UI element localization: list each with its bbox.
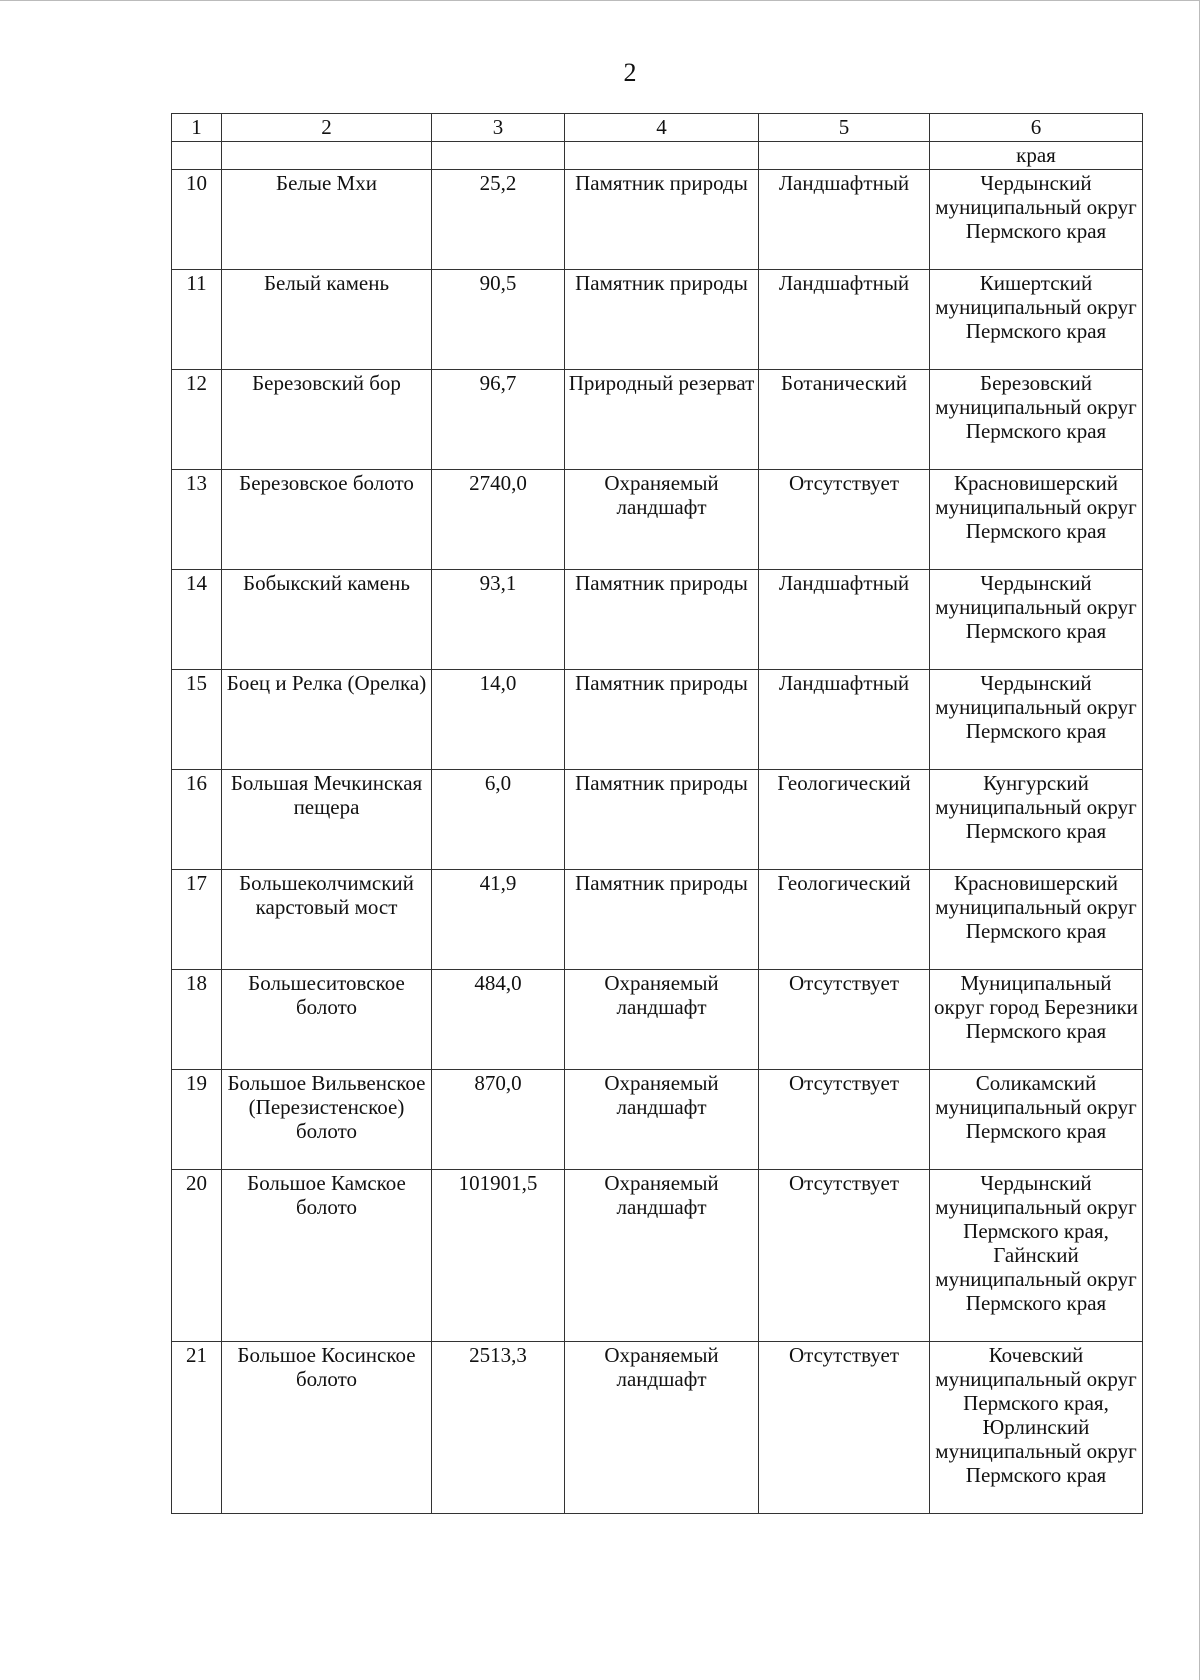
- area-size: 6,0: [432, 770, 565, 870]
- area-category: Охраняемый ландшафт: [565, 1342, 759, 1514]
- area-size: 90,5: [432, 270, 565, 370]
- scan-top-edge: [0, 0, 1200, 1]
- continuation-cell-4: [565, 142, 759, 170]
- area-category: Охраняемый ландшафт: [565, 470, 759, 570]
- row-number: 15: [172, 670, 222, 770]
- area-size: 14,0: [432, 670, 565, 770]
- area-profile: Ландшафтный: [759, 670, 930, 770]
- row-number: 20: [172, 1170, 222, 1342]
- area-location: Красновишерский муниципальный округ Пермского края: [930, 870, 1143, 970]
- row-number: 21: [172, 1342, 222, 1514]
- area-profile: Отсутствует: [759, 1342, 930, 1514]
- area-size: 101901,5: [432, 1170, 565, 1342]
- area-category: Памятник природы: [565, 870, 759, 970]
- area-size: 870,0: [432, 1070, 565, 1170]
- area-name: Большое Камское болото: [222, 1170, 432, 1342]
- column-header-6: 6: [930, 114, 1143, 142]
- row-number: 12: [172, 370, 222, 470]
- continuation-row: [172, 142, 1143, 170]
- area-profile: Ландшафтный: [759, 570, 930, 670]
- area-location: Красновишерский муниципальный округ Пермского края: [930, 470, 1143, 570]
- area-profile: Отсутствует: [759, 970, 930, 1070]
- area-name: Большеколчимский карстовый мост: [222, 870, 432, 970]
- area-profile: Ботанический: [759, 370, 930, 470]
- table-row: [172, 470, 1143, 570]
- column-number-header-row: [172, 114, 1143, 142]
- area-profile: Ландшафтный: [759, 270, 930, 370]
- area-location: Березовский муниципальный округ Пермского края: [930, 370, 1143, 470]
- row-number: 16: [172, 770, 222, 870]
- area-name: Большое Косинское болото: [222, 1342, 432, 1514]
- area-profile: Геологический: [759, 870, 930, 970]
- table-row: [172, 870, 1143, 970]
- area-profile: Отсутствует: [759, 1070, 930, 1170]
- area-category: Охраняемый ландшафт: [565, 970, 759, 1070]
- area-name: Большая Мечкинская пещера: [222, 770, 432, 870]
- row-number: 17: [172, 870, 222, 970]
- table-row: [172, 170, 1143, 270]
- area-category: Охраняемый ландшафт: [565, 1170, 759, 1342]
- column-header-2: 2: [222, 114, 432, 142]
- area-location: Чердынский муниципальный округ Пермского края: [930, 570, 1143, 670]
- area-size: 41,9: [432, 870, 565, 970]
- table-row: [172, 1342, 1143, 1514]
- area-location: Кочевский муниципальный округ Пермского края, Юрлинский муниципальный округ Пермского края: [930, 1342, 1143, 1514]
- table-row: [172, 970, 1143, 1070]
- row-number: 14: [172, 570, 222, 670]
- row-number: 11: [172, 270, 222, 370]
- area-name: Белые Мхи: [222, 170, 432, 270]
- area-category: Памятник природы: [565, 270, 759, 370]
- table-row: [172, 670, 1143, 770]
- area-location: Чердынский муниципальный округ Пермского края, Гайнский муниципальный округ Пермского края: [930, 1170, 1143, 1342]
- area-profile: Отсутствует: [759, 1170, 930, 1342]
- area-category: Памятник природы: [565, 670, 759, 770]
- area-location: Муниципальный округ город Березники Пермского края: [930, 970, 1143, 1070]
- table-row: [172, 370, 1143, 470]
- table-row: [172, 270, 1143, 370]
- column-header-1: 1: [172, 114, 222, 142]
- area-location: Кунгурский муниципальный округ Пермского края: [930, 770, 1143, 870]
- continuation-cell-6: края: [930, 142, 1143, 170]
- continuation-cell-3: [432, 142, 565, 170]
- area-name: Большое Вильвенское (Перезистенское) болото: [222, 1070, 432, 1170]
- area-name: Березовское болото: [222, 470, 432, 570]
- column-header-4: 4: [565, 114, 759, 142]
- area-size: 2513,3: [432, 1342, 565, 1514]
- area-name: Бобыкский камень: [222, 570, 432, 670]
- continuation-cell-1: [172, 142, 222, 170]
- area-name: Большеситовское болото: [222, 970, 432, 1070]
- area-size: 25,2: [432, 170, 565, 270]
- column-header-3: 3: [432, 114, 565, 142]
- continuation-cell-2: [222, 142, 432, 170]
- table-row: [172, 1170, 1143, 1342]
- table-row: [172, 1070, 1143, 1170]
- row-number: 13: [172, 470, 222, 570]
- column-header-5: 5: [759, 114, 930, 142]
- area-location: Соликамский муниципальный округ Пермского края: [930, 1070, 1143, 1170]
- area-category: Памятник природы: [565, 770, 759, 870]
- area-location: Чердынский муниципальный округ Пермского края: [930, 170, 1143, 270]
- area-category: Охраняемый ландшафт: [565, 1070, 759, 1170]
- protected-areas-table: [171, 113, 1143, 1514]
- area-size: 2740,0: [432, 470, 565, 570]
- area-location: Чердынский муниципальный округ Пермского края: [930, 670, 1143, 770]
- area-profile: Ландшафтный: [759, 170, 930, 270]
- area-profile: Геологический: [759, 770, 930, 870]
- area-profile: Отсутствует: [759, 470, 930, 570]
- area-size: 93,1: [432, 570, 565, 670]
- area-size: 96,7: [432, 370, 565, 470]
- area-name: Боец и Релка (Орелка): [222, 670, 432, 770]
- area-category: Природный резерват: [565, 370, 759, 470]
- continuation-cell-5: [759, 142, 930, 170]
- area-name: Белый камень: [222, 270, 432, 370]
- table-row: [172, 570, 1143, 670]
- row-number: 10: [172, 170, 222, 270]
- area-category: Памятник природы: [565, 170, 759, 270]
- area-category: Памятник природы: [565, 570, 759, 670]
- row-number: 19: [172, 1070, 222, 1170]
- page-number: 2: [623, 58, 637, 87]
- table-row: [172, 770, 1143, 870]
- row-number: 18: [172, 970, 222, 1070]
- area-location: Кишертский муниципальный округ Пермского края: [930, 270, 1143, 370]
- area-name: Березовский бор: [222, 370, 432, 470]
- area-size: 484,0: [432, 970, 565, 1070]
